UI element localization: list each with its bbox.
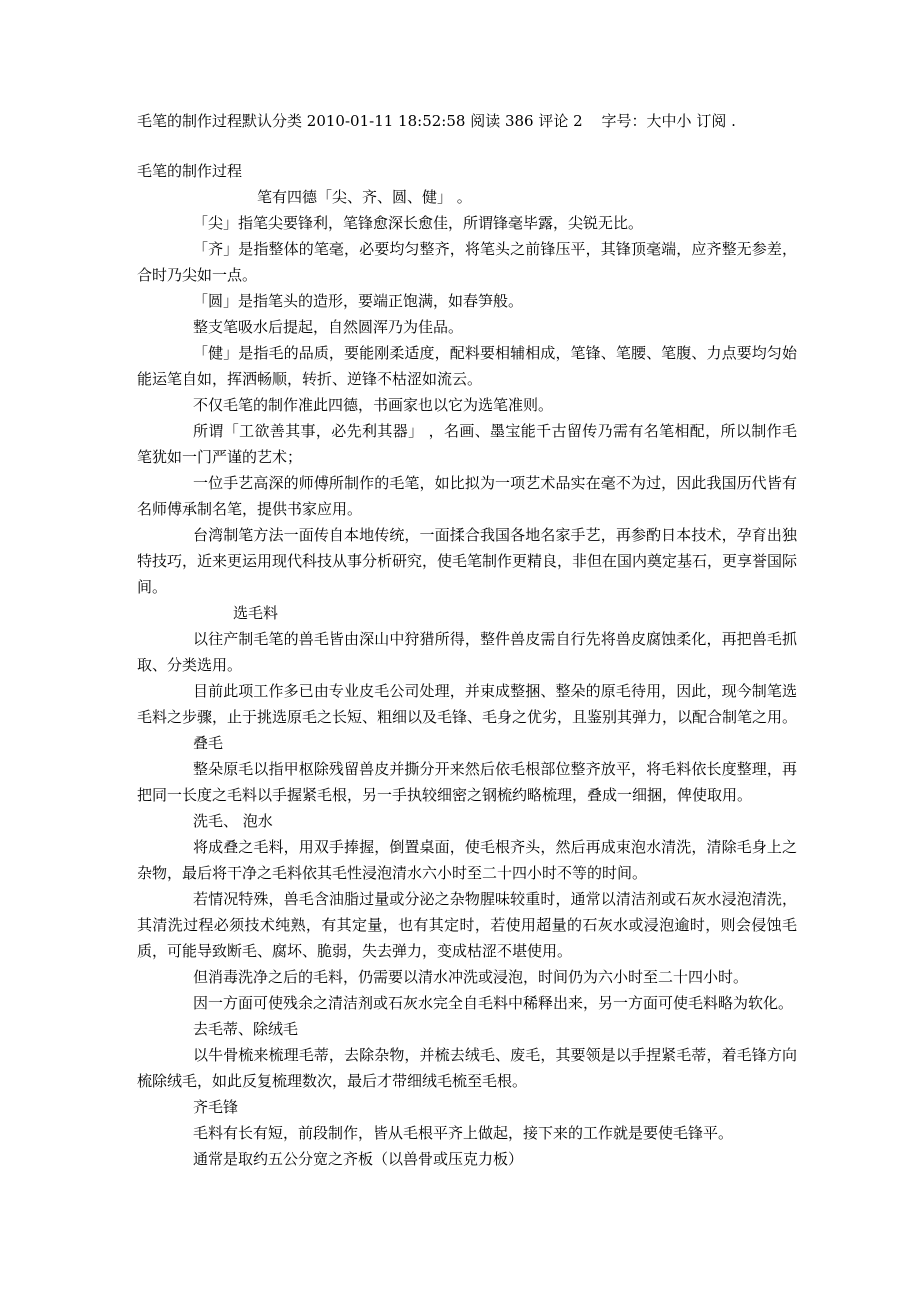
font-size-label: 字号：: [601, 112, 647, 130]
paragraph: 若情况特殊，兽毛含油脂过量或分泌之杂物腥味较重时，通常以清洁剂或石灰水浸泡清洗，其清洗过程必须技术纯熟，有其定量，也有其定时，若使用超量的石灰水或浸泡逾时，则会侵蚀毛质，可能导致断毛、腐坏、脆弱，失去弹力，变成枯涩不堪使用。: [137, 890, 797, 960]
paragraph: 目前此项工作多已由专业皮毛公司处理，并束成整捆、整朵的原毛待用，因此，现今制笔选毛料之步骤，止于挑选原毛之长短、粗细以及毛锋、毛身之优劣，且鉴别其弹力，以配合制笔之用。: [137, 682, 798, 726]
read-count: 阅读 386: [470, 112, 534, 130]
document-page: [137, 108, 797, 1172]
paragraph: 整朵原毛以指甲枢除残留兽皮并撕分开来然后依毛根部位整齐放平，将毛料依长度整理，再把同一长度之毛料以手握紧毛根，另一手执较细密之钢梳约略梳理，叠成一细捆，俾使取用。: [137, 760, 797, 804]
header-trailing-dot: .: [731, 112, 736, 130]
paragraph: 毛料有长有短，前段制作，皆从毛根平齐上做起，接下来的工作就是要使毛锋平。: [193, 1124, 734, 1142]
font-size-small-link[interactable]: 小: [676, 112, 692, 130]
paragraph: 「圆」是指笔头的造形，要端正饱满，如春笋般。: [193, 292, 524, 310]
section-heading: 叠毛: [193, 734, 224, 752]
post-datetime: 2010-01-11 18:52:58: [306, 112, 466, 130]
post-title: 毛笔的制作过程默认分类: [137, 112, 303, 130]
font-size-medium-link[interactable]: 中: [661, 112, 677, 130]
paragraph: 因一方面可使残余之清洁剂或石灰水完全自毛料中稀释出来，另一方面可使毛料略为软化。: [193, 994, 794, 1012]
doc-title: 毛笔的制作过程: [137, 162, 243, 180]
paragraph: 台湾制笔方法一面传自本地传统，一面揉合我国各地名家手艺，再参酌日本技术，孕育出独特技巧，近来更运用现代科技从事分析研究，使毛笔制作更精良，非但在国内奠定基石，更享誉国际间。: [137, 526, 798, 596]
paragraph: 「尖」指笔尖要锋利，笔锋愈深长愈佳，所谓锋毫毕露，尖锐无比。: [193, 214, 644, 232]
intro-line: 笔有四德「尖、齐、圆、健」 。: [257, 188, 472, 206]
subscribe-link[interactable]: 订阅: [696, 112, 727, 130]
section-heading: 去毛蒂、除绒毛: [193, 1020, 299, 1038]
paragraph: 但消毒洗净之后的毛料，仍需要以清水冲洗或浸泡，时间仍为六小时至二十四小时。: [193, 968, 749, 986]
paragraph: 「健」是指毛的品质，要能刚柔适度，配料要相辅相成，笔锋、笔腰、笔腹、力点要均匀始能运笔自如，挥洒畅顺，转折、逆锋不枯涩如流云。: [137, 344, 797, 388]
section-heading: 洗毛、 泡水: [193, 812, 273, 830]
paragraph: 不仅毛笔的制作准此四德，书画家也以它为选笔准则。: [193, 396, 554, 414]
paragraph: 将成叠之毛料，用双手捧握，倒置桌面，使毛根齐头，然后再成束泡水清洗，清除毛身上之杂物，最后将干净之毛料依其毛性浸泡清水六小时至二十四小时不等的时间。: [137, 838, 797, 882]
section-heading: 选毛料: [233, 604, 279, 622]
paragraph: 通常是取约五公分宽之齐板（以兽骨或压克力板）: [193, 1150, 524, 1168]
paragraph: 以往产制毛笔的兽毛皆由深山中狩猎所得，整件兽皮需自行先将兽皮腐蚀柔化，再把兽毛抓取、分类选用。: [137, 630, 797, 674]
post-header: [137, 108, 797, 134]
paragraph: 所谓「工欲善其事，必先利其器」 ，名画、墨宝能千古留传乃需有名笔相配，所以制作毛笔犹如一门严谨的艺术；: [137, 422, 797, 466]
spacer: [137, 134, 797, 158]
paragraph: 「齐」是指整体的笔毫，必要均匀整齐，将笔头之前锋压平，其锋顶毫端，应齐整无参差，合时乃尖如一点。: [137, 240, 797, 284]
comment-count[interactable]: 评论 2: [538, 112, 583, 130]
paragraph: 整支笔吸水后提起，自然圆浑乃为佳品。: [193, 318, 464, 336]
paragraph: 一位手艺高深的师傅所制作的毛笔，如比拟为一项艺术品实在毫不为过，因此我国历代皆有名师傅承制名笔，提供书家应用。: [137, 474, 797, 518]
paragraph: 以牛骨梳来梳理毛蒂，去除杂物，并梳去绒毛、废毛，其要领是以手捏紧毛蒂，着毛锋方向梳除绒毛，如此反复梳理数次，最后才带细绒毛梳至毛根。: [137, 1046, 797, 1090]
font-size-large-link[interactable]: 大: [646, 112, 662, 130]
section-heading: 齐毛锋: [193, 1098, 239, 1116]
